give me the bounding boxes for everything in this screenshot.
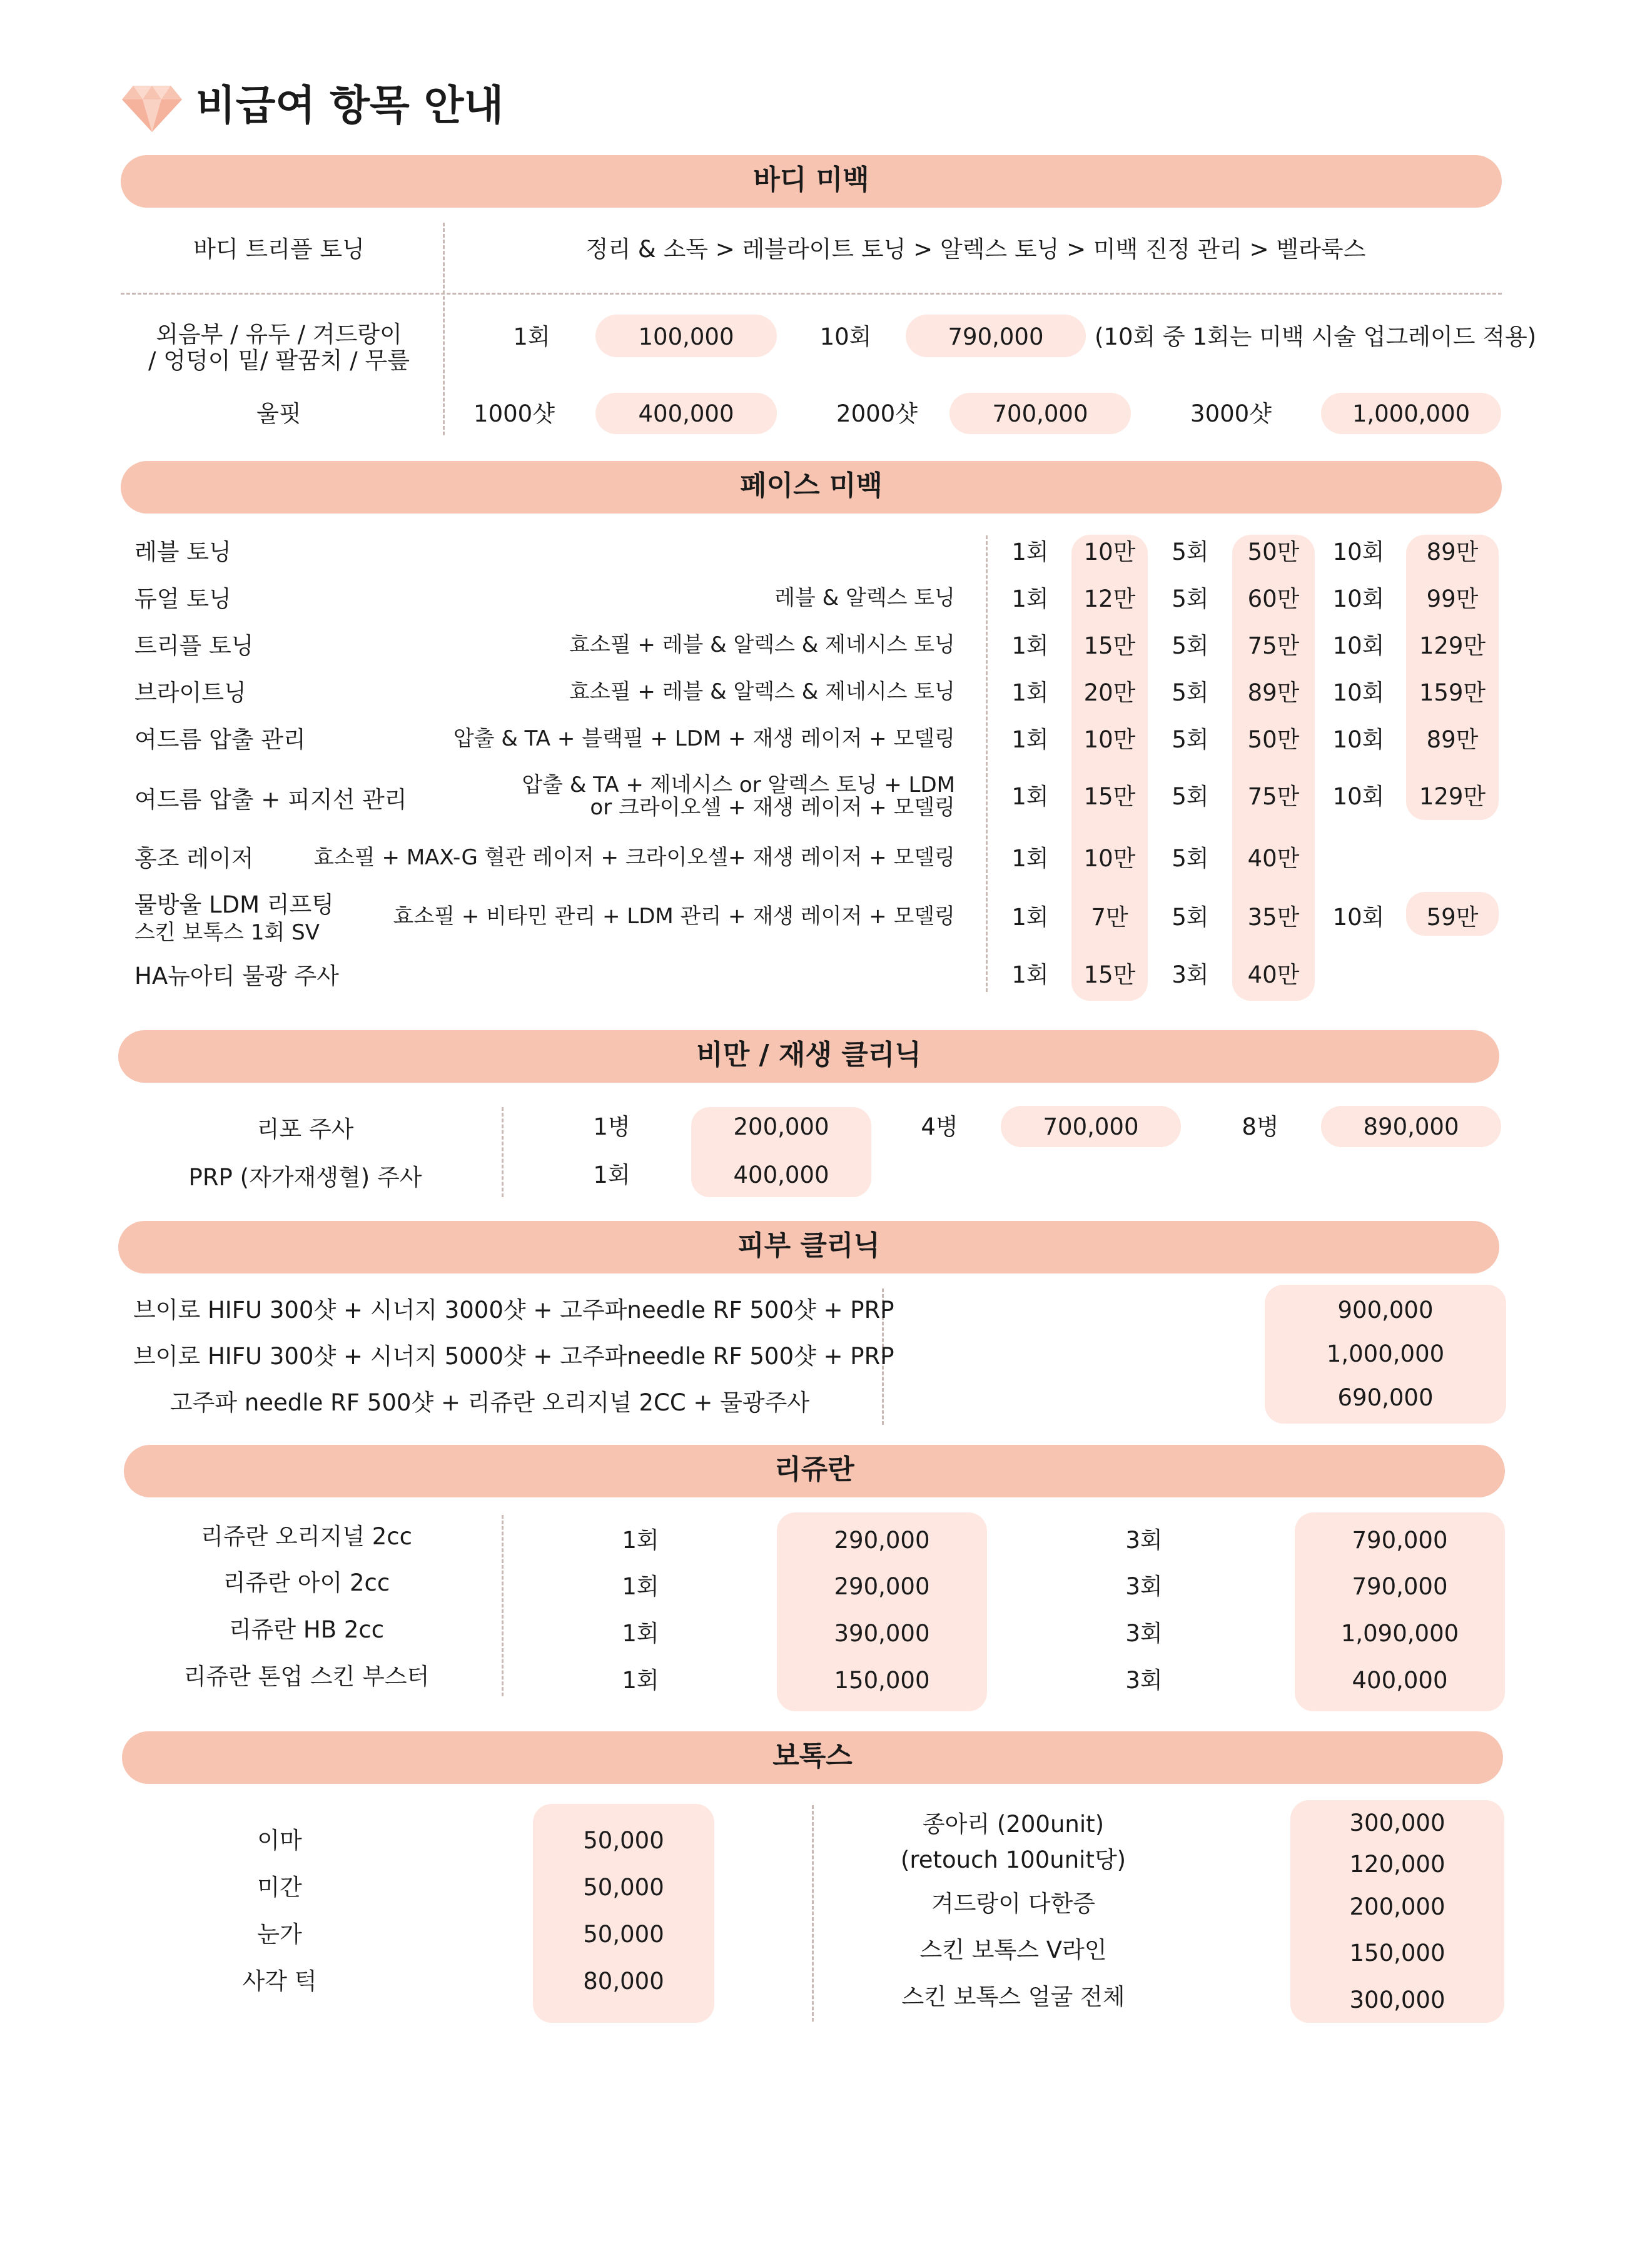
- page-title: 비급여 항목 안내: [196, 81, 504, 129]
- price-value: 1,000,000: [1326, 1340, 1445, 1367]
- face-row-desc: 효소필 + 비타민 관리 + LDM 관리 + 재생 레이저 + 모델링: [393, 904, 955, 929]
- price-value: 59만: [1426, 904, 1479, 931]
- count-label: 3회: [1125, 1527, 1163, 1554]
- count-label: 1회: [1011, 904, 1049, 931]
- count-label: 3회: [1125, 1573, 1163, 1600]
- price-value: 10만: [1083, 845, 1136, 872]
- price-value: 790,000: [1352, 1527, 1448, 1554]
- price-value: 200,000: [733, 1113, 829, 1140]
- count-label: 10회: [1332, 904, 1385, 931]
- count-label: 1병: [593, 1113, 630, 1140]
- price-value: 50,000: [583, 1921, 664, 1948]
- price-value: 1,090,000: [1340, 1620, 1459, 1647]
- note-text: (10회 중 1회는 미백 시술 업그레이드 적용): [1095, 323, 1537, 350]
- face-row-desc: 효소필 + 레블 & 알렉스 & 제네시스 토닝: [569, 679, 955, 704]
- count-label: 1회: [1011, 585, 1049, 612]
- price-value: 400,000: [1352, 1667, 1448, 1694]
- count-label: 10회: [1332, 539, 1385, 565]
- body-area-line1: 외음부 / 유두 / 겨드랑이: [156, 321, 402, 348]
- section-title-face: 페이스 미백: [740, 470, 883, 502]
- rejuran-row-name: 리쥬란 아이 2cc: [223, 1569, 390, 1596]
- price-value: 20만: [1083, 679, 1136, 706]
- price-value: 400,000: [638, 400, 734, 427]
- divider: [812, 1805, 814, 2022]
- rejuran-row-name: 리쥬란 톤업 스킨 부스터: [183, 1663, 430, 1690]
- count-label: 8병: [1242, 1113, 1279, 1140]
- price-value: 129만: [1419, 783, 1486, 810]
- count-label: 1000샷: [473, 400, 555, 427]
- count-label: 1회: [1011, 632, 1049, 659]
- face-row-name: 홍조 레이저: [134, 845, 254, 872]
- section-title-rejuran: 리쥬란: [774, 1454, 854, 1486]
- price-value: 15만: [1083, 783, 1136, 810]
- face-row-name: 물방울 LDM 리프팅: [134, 891, 335, 918]
- price-value: 50,000: [583, 1874, 664, 1901]
- count-label: 10회: [1332, 783, 1385, 810]
- face-row-desc: 효소필 + MAX-G 혈관 레이저 + 크라이오셀+ 재생 레이저 + 모델링: [313, 845, 955, 870]
- price-value: 50만: [1247, 726, 1300, 753]
- obesity-prp-name: PRP (자가재생혈) 주사: [188, 1164, 422, 1191]
- price-value: 89만: [1426, 539, 1479, 565]
- price-value: 400,000: [733, 1162, 829, 1188]
- botox-right-name: 겨드랑이 다한증: [931, 1890, 1095, 1917]
- count-label: 10회: [1332, 585, 1385, 612]
- price-value: 700,000: [992, 400, 1088, 427]
- price-value: 700,000: [1043, 1113, 1139, 1140]
- face-row-desc: 압출 & TA + 제네시스 or 알렉스 토닝 + LDM: [522, 772, 955, 797]
- skin-row-name: 브이로 HIFU 300샷 + 시너지 5000샷 + 고주파needle RF 500샷 + PRP: [133, 1343, 894, 1370]
- price-value: 10만: [1083, 726, 1136, 753]
- body-area-line2: / 엉덩이 밑/ 팔꿈치 / 무릎: [148, 347, 410, 374]
- divider: [502, 1515, 504, 1696]
- rejuran-row-name: 리쥬란 HB 2cc: [228, 1616, 385, 1643]
- count-label: 4병: [921, 1113, 958, 1140]
- count-label: 10회: [819, 323, 872, 350]
- price-value: 99만: [1426, 585, 1479, 612]
- price-value: 60만: [1247, 585, 1300, 612]
- count-label: 1회: [622, 1527, 659, 1554]
- rejuran-row-name: 리쥬란 오리지널 2cc: [201, 1523, 412, 1550]
- skin-row-name: 고주파 needle RF 500샷 + 리쥬란 오리지널 2CC + 물광주사: [170, 1389, 810, 1416]
- diamond-icon: [121, 83, 183, 133]
- face-row-name: 듀얼 토닝: [134, 585, 231, 612]
- price-value: 150,000: [834, 1667, 930, 1694]
- price-value: 159만: [1419, 679, 1486, 706]
- price-value: 15만: [1083, 961, 1136, 988]
- price-column: [1406, 535, 1499, 820]
- body-triple-desc: 정리 & 소독 > 레블라이트 토닝 > 알렉스 토닝 > 미백 진정 관리 > 벨라룩스: [585, 236, 1366, 263]
- price-value: 200,000: [1349, 1893, 1445, 1920]
- face-row-name: 레블 토닝: [134, 539, 231, 565]
- price-value: 1,000,000: [1352, 400, 1471, 427]
- count-label: 1회: [1011, 783, 1049, 810]
- count-label: 2000샷: [836, 400, 918, 427]
- count-label: 3000샷: [1190, 400, 1272, 427]
- section-title-body: 바디 미백: [753, 164, 869, 196]
- count-label: 1회: [513, 323, 550, 350]
- price-value: 900,000: [1337, 1297, 1434, 1324]
- price-value: 120,000: [1349, 1851, 1445, 1878]
- obesity-lipo-name: 리포 주사: [256, 1116, 354, 1143]
- price-value: 10만: [1083, 539, 1136, 565]
- face-row-name: 여드름 압출 + 피지선 관리: [134, 786, 407, 813]
- count-label: 5회: [1172, 726, 1209, 753]
- section-title-skin: 피부 클리닉: [737, 1230, 880, 1262]
- count-label: 1회: [1011, 961, 1049, 988]
- face-row-sub: 스킨 보톡스 1회 SV: [134, 920, 320, 945]
- botox-right-name: 스킨 보톡스 얼굴 전체: [901, 1983, 1125, 2010]
- count-label: 5회: [1172, 845, 1209, 872]
- face-row-desc: 효소필 + 레블 & 알렉스 & 제네시스 토닝: [569, 632, 955, 657]
- face-row-desc: 레블 & 알렉스 토닝: [774, 585, 955, 610]
- price-value: 35만: [1247, 904, 1300, 931]
- count-label: 1회: [1011, 726, 1049, 753]
- count-label: 1회: [622, 1573, 659, 1600]
- price-value: 300,000: [1349, 1810, 1445, 1836]
- price-value: 300,000: [1349, 1987, 1445, 2013]
- price-value: 12만: [1083, 585, 1136, 612]
- price-value: 129만: [1419, 632, 1486, 659]
- count-label: 5회: [1172, 585, 1209, 612]
- price-value: 50,000: [583, 1827, 664, 1854]
- face-row-name: 여드름 압출 관리: [134, 726, 306, 753]
- face-row-name: 브라이트닝: [134, 679, 246, 706]
- price-value: 150,000: [1349, 1940, 1445, 1967]
- body-ulfit-name: 울핏: [256, 400, 301, 427]
- face-row-desc-2: or 크라이오셀 + 재생 레이저 + 모델링: [590, 795, 955, 820]
- count-label: 5회: [1172, 632, 1209, 659]
- botox-left-name: 사각 턱: [242, 1968, 317, 1995]
- skin-row-name: 브이로 HIFU 300샷 + 시너지 3000샷 + 고주파needle RF 500샷 + PRP: [133, 1297, 894, 1324]
- count-label: 5회: [1172, 679, 1209, 706]
- price-value: 290,000: [834, 1527, 930, 1554]
- price-value: 75만: [1247, 632, 1300, 659]
- face-row-desc: 압출 & TA + 블랙필 + LDM + 재생 레이저 + 모델링: [453, 726, 955, 751]
- price-value: 790,000: [948, 323, 1044, 350]
- section-title-botox: 보톡스: [772, 1740, 853, 1772]
- divider: [502, 1107, 504, 1197]
- face-row-name: 트리플 토닝: [134, 632, 254, 659]
- body-triple-name: 바디 트리플 토닝: [193, 236, 365, 263]
- count-label: 5회: [1172, 783, 1209, 810]
- divider: [121, 293, 1502, 295]
- section-title-obesity: 비만 / 재생 클리닉: [696, 1039, 921, 1071]
- price-value: 50만: [1247, 539, 1300, 565]
- price-value: 15만: [1083, 632, 1136, 659]
- price-value: 40만: [1247, 845, 1300, 872]
- count-label: 3회: [1172, 961, 1209, 988]
- count-label: 10회: [1332, 632, 1385, 659]
- botox-left-name: 눈가: [257, 1921, 302, 1948]
- price-value: 100,000: [638, 323, 734, 350]
- count-label: 10회: [1332, 726, 1385, 753]
- price-value: 390,000: [834, 1620, 930, 1647]
- divider: [443, 223, 445, 435]
- price-value: 75만: [1247, 783, 1300, 810]
- count-label: 3회: [1125, 1667, 1163, 1694]
- face-row-name: HA뉴아티 물광 주사: [134, 963, 339, 990]
- price-value: 7만: [1091, 904, 1128, 931]
- count-label: 5회: [1172, 539, 1209, 565]
- price-value: 89만: [1247, 679, 1300, 706]
- price-value: 80,000: [583, 1968, 664, 1995]
- count-label: 1회: [622, 1667, 659, 1694]
- botox-left-name: 미간: [257, 1874, 302, 1901]
- count-label: 1회: [593, 1162, 630, 1188]
- botox-right-name: 종아리 (200unit): [922, 1811, 1105, 1838]
- price-value: 690,000: [1337, 1384, 1434, 1411]
- count-label: 5회: [1172, 904, 1209, 931]
- botox-right-name: (retouch 100unit당): [900, 1846, 1126, 1873]
- count-label: 1회: [622, 1620, 659, 1647]
- count-label: 1회: [1011, 679, 1049, 706]
- botox-right-name: 스킨 보톡스 V라인: [919, 1936, 1107, 1963]
- price-value: 790,000: [1352, 1573, 1448, 1600]
- count-label: 1회: [1011, 539, 1049, 565]
- count-label: 3회: [1125, 1620, 1163, 1647]
- count-label: 1회: [1011, 845, 1049, 872]
- price-value: 40만: [1247, 961, 1300, 988]
- price-value: 290,000: [834, 1573, 930, 1600]
- botox-left-name: 이마: [257, 1827, 302, 1854]
- count-label: 10회: [1332, 679, 1385, 706]
- price-value: 890,000: [1363, 1113, 1459, 1140]
- divider: [986, 535, 988, 992]
- price-value: 89만: [1426, 726, 1479, 753]
